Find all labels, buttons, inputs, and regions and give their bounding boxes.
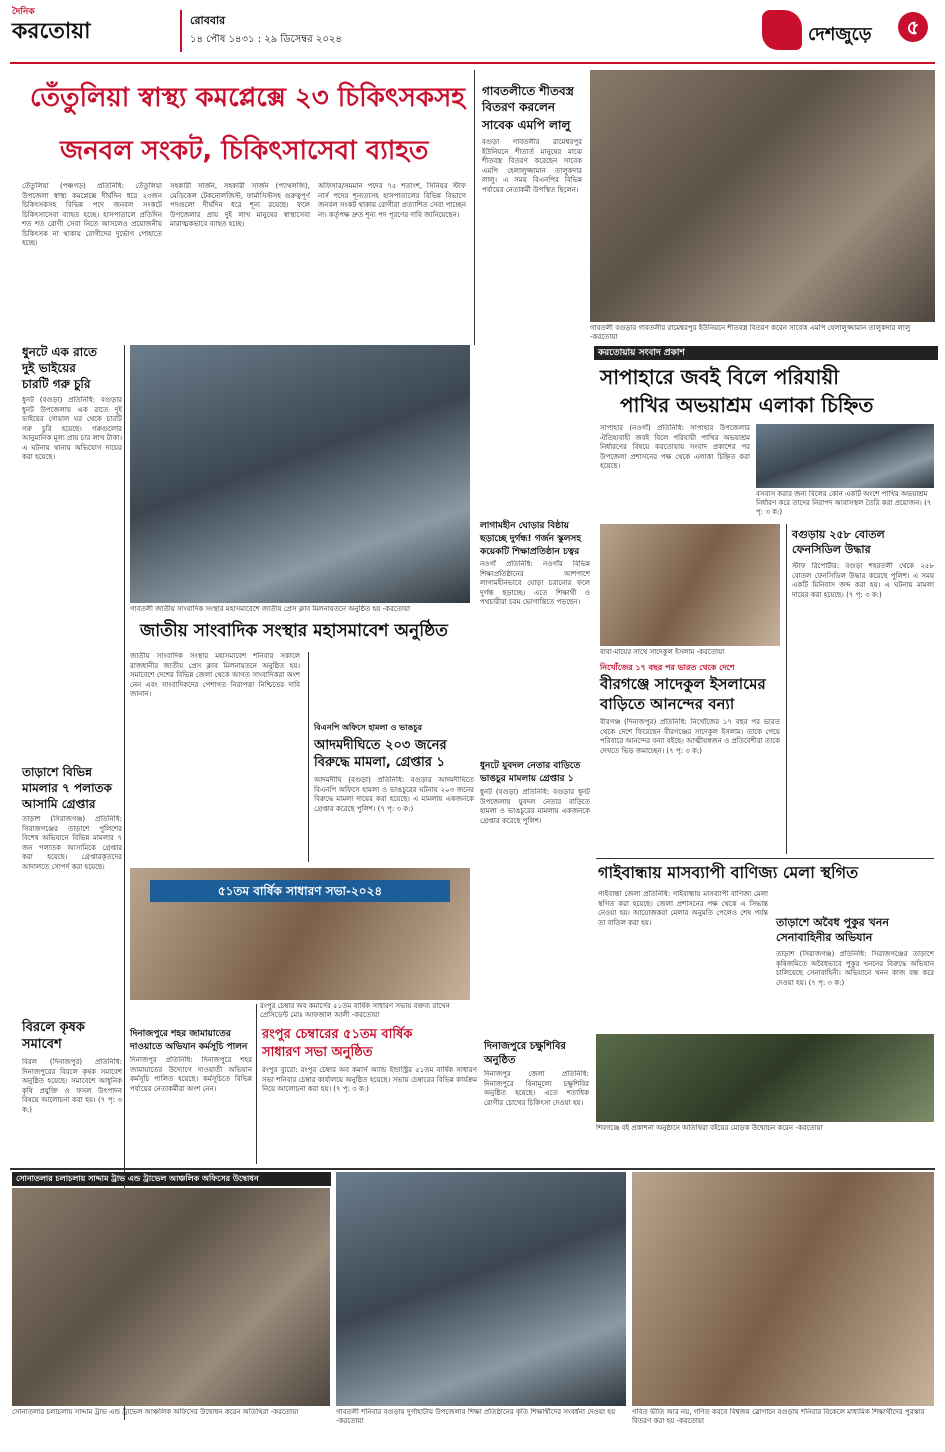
dhunat2-headline-2: ভাঙচুর মামলায় গ্রেপ্তার ১ — [480, 774, 574, 784]
sanctuary-label: করতোয়ায় সংবাদ প্রকাশ — [594, 346, 938, 360]
tarash-headline-3: আসামি গ্রেপ্তার — [22, 797, 96, 811]
bottom-left-caption: সোনাতলার চলাচলায় সাদ্দাম ট্রাভ এন্ড ট্রাভেল আঞ্চলিক অফিসের উদ্বোধন করেন অতিথিরা -করতোয়া — [12, 1408, 299, 1416]
masthead-date: ১৪ পৌষ ১৪৩১ : ২৯ ডিসেম্বর ২০২৪ — [190, 34, 342, 45]
return-headline-1: বীরগঞ্জে সাদেকুল ইসলামের — [600, 675, 766, 693]
lead-headline-1: তেঁতুলিয়া স্বাস্থ্য কমপ্লেক্সে ২৩ চিকিৎসকসহ — [30, 83, 465, 113]
tarash-headline-1: তাড়াশে বিভিন্ন — [22, 765, 92, 779]
lead-body-b: সহকারী সার্জন, সহকারী সার্জন (প্যাথলজি), মেডিকেল টেকনোলজিস্ট, ফার্মাসিস্টসহ গুরুত্বপূর্ণ পদগুলো দীর্ঘদিন ধরে শূন্য রয়েছে। ফলে উপজেলার প্রায় দুই লাখ মানুষের স্বাস্থ্যসেবা মারাত্মকভাবে ব্যাহত হচ্ছে। — [170, 182, 310, 228]
brand-logo: করতোয়া — [12, 19, 91, 44]
bottom-mid-caption: গাবতলী শনিবার বগুড়ায় দুর্গাহাটায় উপজেলার শিক্ষা প্রতিষ্ঠানের কৃতি শিক্ষার্থীদের সংবর্ধনা দেওয়া হয় -করতোয়া — [336, 1408, 616, 1425]
case203-headline-1: আদমদীঘিতে ২০৩ জনের — [314, 738, 447, 753]
fair-body: গাইবান্ধা জেলা প্রতিনিধি: গাইবান্ধায় মাসব্যাপী বাণিজ্য মেলা স্থগিত করা হয়েছে। জেলা প্রশাসনের পক্ষ থেকে এ সিদ্ধান্ত নেওয়া হয়। আয়োজকরা মেলার অনুমতি পেলেও শেষ পর্যন্ত তা বাতিল করা হয়। — [598, 890, 768, 927]
blanket-headline-2: বিতরণ করলেন — [482, 100, 556, 114]
bottles-headline-2: ফেনসিডিল উদ্ধার — [792, 543, 871, 556]
pond-headline-1: তাড়াশে অবৈধ পুকুর খনন — [776, 916, 889, 929]
dhunat2-body: ধুনট (বগুড়া) প্রতিনিধি: বগুড়ার ধুনট উপজেলায় যুবদল নেতার বাড়িতে হামলা ও ভাঙচুরের মামলায় একজনকে গ্রেপ্তার করেছে পুলিশ। — [480, 788, 590, 825]
col-rule-right — [786, 524, 787, 854]
blanket-photo — [590, 70, 935, 322]
bottom-mid-photo — [336, 1172, 626, 1406]
case203-body: আদমদীঘি (বগুড়া) প্রতিনিধি: বগুড়ার আদমদীঘিতে বিএনপি অফিসে হামলা ও ভাঙচুরের ঘটনায় ২০৩ জনের বিরুদ্ধে মামলা দায়ের করা হয়েছে। এ মামলায় একজনকে গ্রেপ্তার করেছে পুলিশ। (৭ পৃ: ৩ ক:) — [314, 776, 474, 813]
brothers-headline-2: দুই ভাইয়ের — [22, 361, 76, 375]
tarash-body: তাড়াশ (সিরাজগঞ্জ) প্রতিনিধি: সিরাজগঞ্জের তাড়াশে পুলিশের বিশেষ অভিযানে বিভিন্ন মামলার ৭ জন পলাতক আসামিকে গ্রেপ্তার করা হয়েছে। গ্রেপ্তারকৃতদের আদালতে সোপর্দ করা হয়েছে। — [22, 815, 122, 871]
col-rule-mid — [308, 652, 309, 862]
eyecamp-headline-1: দিনাজপুরে চক্ষুশিবির — [484, 1041, 566, 1052]
case203-headline-2: বিরুদ্ধে মামলা, গ্রেপ্তার ১ — [314, 755, 445, 770]
case203-label: বিএনপি অফিসে হামলা ও ভাঙচুর — [314, 723, 423, 732]
farmers-body: বিরল (দিনাজপুর) প্রতিনিধি: দিনাজপুরের বিরলে কৃষক সমাবেশ অনুষ্ঠিত হয়েছে। সমাবেশে আধুনিক কৃষি প্রযুক্তি ও ফসল উৎপাদন বিষয়ে আলোচনা করা হয়। (৭ পৃ: ৩ ক:) — [22, 1058, 122, 1114]
book-photo — [596, 1034, 934, 1122]
sanctuary-headline-2: পাখির অভয়াশ্রম এলাকা চিহ্নিত — [620, 393, 874, 417]
laptop-body: নওগাঁ প্রতিনিধি: নওগাঁর বিভিন্ন শিক্ষাপ্রতিষ্ঠানের আশপাশে লাগামহীনভাবে ঘোড়া চরানোর ফলে দুর্গন্ধ ছড়াচ্ছে। এতে শিক্ষার্থী ও পথচারীরা চরম ভোগান্তিতে পড়ছেন। — [480, 560, 590, 606]
lead-body-c: অফিসার/সমমান পদের ৭৫ শতাংশ, সিনিয়র স্টাফ নার্স পদের শূন্যতাসহ হাসপাতালের বিভিন্ন বিভাগে জনবল সংকট থাকায় রোগীরা প্রত্যাশিত সেবা পাচ্ছেন না। কর্তৃপক্ষ দ্রুত শূন্য পদ পূরণের দাবি জানিয়েছেন। — [318, 182, 466, 219]
rangpur-banner: ৫১তম বার্ষিক সাধারণ সভা-২০২৪ — [150, 880, 450, 902]
return-body: বীরগঞ্জ (দিনাজপুর) প্রতিনিধি: নিখোঁজের ১৭ বছর পর ভারত থেকে দেশে ফিরেছেন বীরগঞ্জের সাদেকুল ইসলাম। তাকে পেয়ে পরিবারে আনন্দের বন্যা বইছে। আত্মীয়স্বজন ও প্রতিবেশীরা তাকে দেখতে ভিড় জমাচ্ছেন। (৭ পৃ: ৩ ক:) — [600, 718, 780, 755]
pond-body: তাড়াশ (সিরাজগঞ্জ) প্রতিনিধি: সিরাজগঞ্জের তাড়াশে কৃষিজমিতে অবৈধভাবে পুকুর খননের বিরুদ্ধে অভিযান চালিয়েছে সেনাবাহিনী। অভিযানে খনন কাজ বন্ধ করে দেওয়া হয়। (৭ পৃ: ৩ ক:) — [776, 950, 934, 987]
brothers-headline-3: চারটি গরু চুরি — [22, 377, 91, 391]
masthead-rule — [10, 62, 935, 64]
jamaat-body: দিনাজপুর প্রতিনিধি: দিনাজপুরে শহর জামায়াতের উদ্যোগে দাওয়াতী অভিযান কর্মসূচি পালিত হয়েছে। কর্মসূচিতে বিভিন্ন পর্যায়ের নেতাকর্মীরা অংশ নেন। — [130, 1056, 252, 1093]
tarash-headline-2: মামলার ৭ পলাতক — [22, 781, 112, 795]
brothers-headline-1: ধুনটে এক রাতে — [22, 345, 98, 359]
lead-headline-2: জনবল সংকট, চিকিৎসাসেবা ব্যাহত — [60, 136, 429, 166]
bottles-body: স্টাফ রিপোর্টার: বগুড়া শহরতলী থেকে ২৫৮ বোতল ফেনসিডিল উদ্ধার করেছে পুলিশ। এ সময় একটি মিনিবাস জব্দ করা হয়। এ ঘটনায় মামলা দায়ের করা হয়েছে। (৭ পৃ: ৩ ক:) — [792, 562, 934, 599]
return-photo — [600, 524, 780, 646]
masthead-day: রোববার — [190, 14, 226, 27]
laptop-headline-2: ছড়াচ্ছে দুর্গন্ধ! গর্জন স্কুলসহ — [480, 534, 582, 544]
return-headline-2: বাড়িতে আনন্দের বন্যা — [600, 695, 735, 713]
rangpur-body: রংপুর ব্যুরো: রংপুর চেম্বার অব কমার্স অ্যান্ড ইন্ডাস্ট্রির ৫১তম বার্ষিক সাধারণ সভা শনিবার চেম্বার কার্যালয়ে অনুষ্ঠিত হয়েছে। সভায় চেম্বারের বিভিন্ন কার্যক্রম নিয়ে আলোচনা করা হয়। (৭ পৃ: ৩ ক:) — [262, 1066, 477, 1093]
sanctuary-body: সাপাহার (নওগাঁ) প্রতিনিধি: সাপাহার উপজেলার ঐতিহ্যবাহী জবই বিলে পরিযায়ী পাখির অভয়াশ্রম নির্ধারণের বিষয়ে করতোয়ায় সংবাদ প্রকাশের পর উপজেলা প্রশাসনের পক্ষ থেকে এলাকা চিহ্নিত করা হয়েছে। — [600, 424, 750, 470]
laptop-headline-1: লাগামহীন ঘোড়ার বিষ্ঠায় — [480, 521, 569, 531]
brothers-body: ধুনট (বগুড়া) প্রতিনিধি: বগুড়ার ধুনট উপজেলায় এক রাতে দুই ভাইয়ের গোয়াল ঘর থেকে চারটি গরু চুরি হয়েছে। গরুগুলোর আনুমানিক মূল্য প্রায় চার লাখ টাকা। এ ঘটনায় থানায় অভিযোগ দায়ের করা হয়েছে। — [22, 396, 122, 461]
book-caption: শিবগঞ্জে বই প্রকাশনা অনুষ্ঠানে অতিথিরা বইয়ের মোড়ক উন্মোচন করেন -করতোয়া — [596, 1124, 823, 1132]
section-title: দেশজুড়ে — [808, 24, 872, 45]
journalists-headline: জাতীয় সাংবাদিক সংস্থার মহাসমাবেশ অনুষ্ঠিত — [140, 621, 448, 641]
bottom-left-photo — [12, 1188, 330, 1406]
bottom-rule — [10, 1168, 935, 1170]
sanctuary-headline-1: সাপাহারে জবই বিলে পরিযায়ী — [600, 365, 839, 389]
fair-rule — [596, 858, 934, 859]
map-icon — [762, 10, 802, 50]
farmers-headline-1: বিরলে কৃষক — [22, 1020, 85, 1035]
laptop-headline-3: কয়েকটি শিক্ষাপ্রতিষ্ঠান চত্বর — [480, 547, 580, 557]
sanctuary-caption: বসবাস করার জন্য বিলের কোন একটি অংশে পাখির অভয়াশ্রম নির্ধারণ করে তাদের নিরাপদ আবাসস্থল তৈরি করা প্রয়োজন। (৭ পৃ: ৩ ক:) — [756, 490, 932, 516]
blanket-headline-1: গাবতলীতে শীতবস্ত্র — [482, 84, 574, 98]
bottom-right-caption: গবিত ভীতি আর নয়, গণিত করবে বিশ্বজয় স্লোগানে বগুড়ায় শনিবার বিকেলে মাধ্যমিক শিক্ষার্থীদের পুরস্কার বিতরণ করা হয় -করতোয়া — [632, 1408, 925, 1425]
sanctuary-photo — [756, 424, 934, 488]
masthead — [0, 0, 945, 62]
rangpur-headline-2: সাধারণ সভা অনুষ্ঠিত — [262, 1045, 373, 1060]
rangpur-caption: রংপুর চেম্বার অব কমার্সের ৫১তম বার্ষিক সাধারণ সভায় বক্তব্য রাখেন প্রেসিডেন্ট মোঃ আফজাল আলী -করতোয়া — [260, 1002, 450, 1019]
pond-headline-2: সেনাবাহিনীর অভিযান — [776, 931, 873, 944]
masthead-divider — [180, 10, 182, 52]
jamaat-headline-1: দিনাজপুরে শহর জামায়াতের — [130, 1029, 231, 1039]
bottom-left-label: সোনাতলার চলাচলায় সাদ্দাম ট্রাভ এন্ড ট্রাভেল আঞ্চলিক অফিসের উদ্বোধন — [12, 1172, 331, 1186]
brand-small: দৈনিক — [12, 7, 35, 17]
return-caption: বাবা-মায়ের সাথে সাদেকুল ইসলাম -করতোয়া — [600, 648, 725, 656]
journalists-body: জাতীয় সাংবাদিক সংস্থার মহাসমাবেশ শনিবার সকালে রাজধানীর জাতীয় প্রেস ক্লাব মিলনায়তনে অনুষ্ঠিত হয়। সমাবেশে দেশের বিভিন্ন জেলা থেকে আগত সাংবাদিকরা অংশ নেন এবং সাংবাদিকদের পেশাগত নিরাপত্তা নিশ্চিতের দাবি জানান। — [130, 652, 300, 698]
blanket-body: বগুড়া গাবতলীর রামেশ্বরপুর ইউনিয়নে শীতার্ত মানুষের মাঝে শীতবস্ত্র বিতরণ করেছেন সাবেক এমপি হেলালুজ্জামান তালুকদার লালু। এ সময় বিএনপির বিভিন্ন পর্যায়ের নেতাকর্মী উপস্থিত ছিলেন। — [482, 138, 582, 194]
eyecamp-headline-2: অনুষ্ঠিত — [484, 1055, 516, 1066]
farmers-headline-2: সমাবেশ — [22, 1037, 62, 1052]
lead-body-a: তেঁতুলিয়া (পঞ্চগড়) প্রতিনিধি: তেঁতুলিয়া উপজেলা স্বাস্থ্য কমপ্লেক্সে দীর্ঘদিন ধরে ২৩জন চিকিৎসকসহ বিভিন্ন পদে জনবল সংকটে চিকিৎসাসেবা ব্যাহত হচ্ছে। হাসপাতালে প্রতিদিন শত শত রোগী সেবা নিতে আসলেও প্রয়োজনীয় চিকিৎসক না থাকায় রোগীদের দুর্ভোগ পোহাতে হচ্ছে। — [22, 182, 162, 247]
col-rule-rangpur — [256, 1004, 257, 1164]
dhunat2-headline-1: ধুনটে যুবদল নেতার বাড়িতে — [480, 761, 581, 771]
journalists-photo — [130, 345, 470, 603]
bottles-headline-1: বগুড়ায় ২৫৮ বোতল — [792, 528, 885, 541]
fair-headline: গাইবান্ধায় মাসব্যাপী বাণিজ্য মেলা স্থগিত — [598, 863, 859, 882]
jamaat-headline-2: দাওয়াতে অভিযান কর্মসূচি পালন — [130, 1042, 248, 1052]
col-rule — [474, 70, 475, 345]
blanket-caption: গাবতলী বগুড়ার গাবতলীর রামেশ্বরপুর ইউনিয়নে শীতবস্ত্র বিতরণ করেন সাবেক এমপি হেলালুজ্জামান তালুকদার লালু -করতোয়া — [590, 324, 911, 341]
return-label: নিখোঁজের ১৭ বছর পর ভারত থেকে দেশে — [600, 663, 735, 672]
rangpur-headline-1: রংপুর চেম্বারের ৫১তম বার্ষিক — [262, 1027, 413, 1042]
page-number: ৫ — [898, 12, 928, 42]
bottom-right-photo — [632, 1172, 934, 1406]
blanket-headline-3: সাবেক এমপি লালু — [482, 118, 571, 132]
journalists-caption: গাবতলী জাতীয় সাংবাদিক সংস্থার মহাসমাবেশে জাতীয় প্রেস ক্লাব মিলনায়তনে অনুষ্ঠিত হয় -করতোয়া — [130, 605, 411, 613]
eyecamp-body: দিনাজপুর জেলা প্রতিনিধি: দিনাজপুরে বিনামূল্যে চক্ষুশিবির অনুষ্ঠিত হয়েছে। এতে শতাধিক রোগীর চোখের চিকিৎসা দেওয়া হয়। — [484, 1070, 589, 1107]
